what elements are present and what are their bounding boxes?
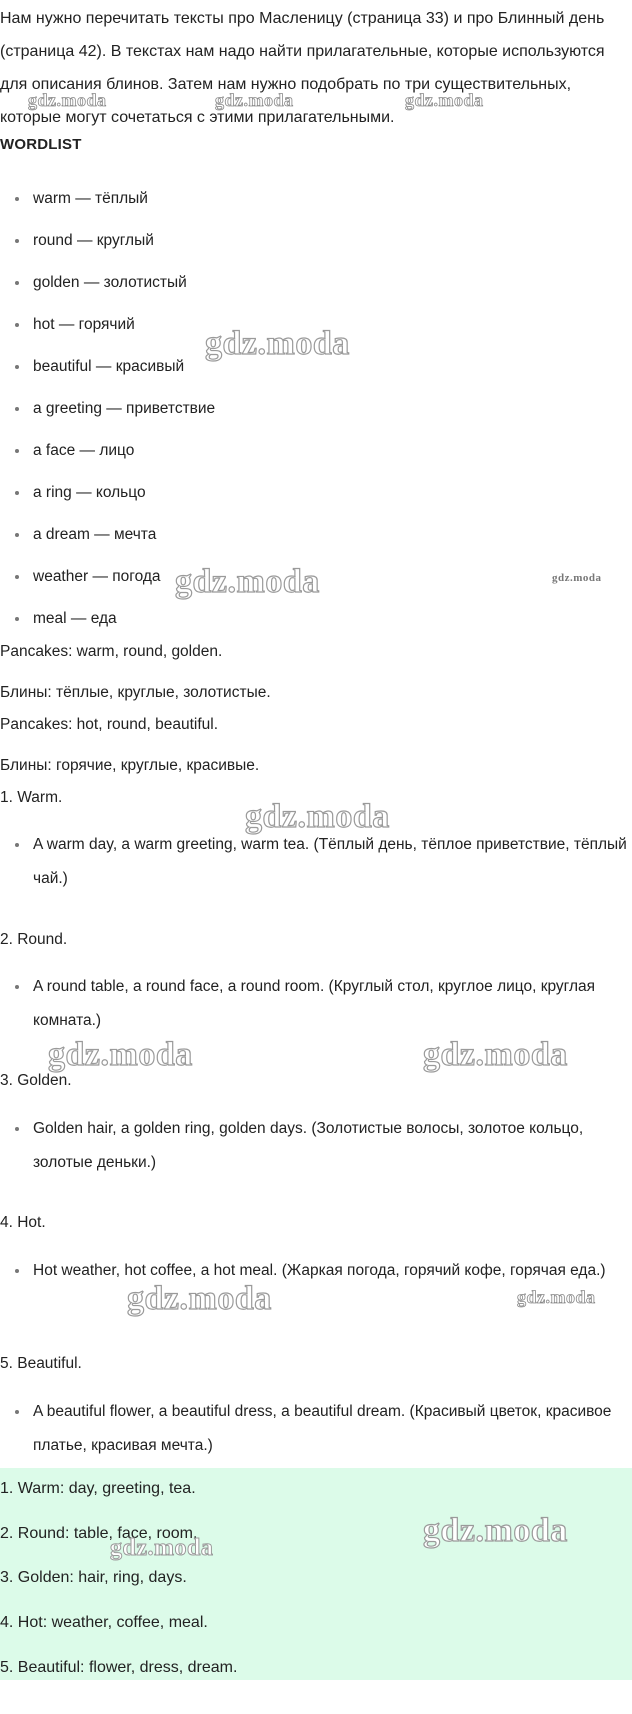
summary-row: 3. Golden: hair, ring, days.	[0, 1569, 187, 1586]
watermark: gdz.moda	[48, 1036, 193, 1073]
watermark: gdz.moda	[552, 572, 602, 584]
section-heading: 5. Beautiful.	[0, 1355, 82, 1372]
section-heading: 1. Warm.	[0, 789, 63, 806]
watermark: gdz.moda	[423, 1512, 568, 1549]
watermark: gdz.moda	[110, 1535, 214, 1561]
watermark: gdz.moda	[215, 90, 294, 110]
watermark: gdz.moda	[175, 563, 320, 600]
wordlist-item: hot — горячий	[0, 308, 632, 350]
wordlist-item: a ring — кольцо	[0, 476, 632, 518]
section-example: Golden hair, a golden ring, golden days. (Золотистые волосы, золотое кольцо, золотые деньки.)	[33, 1112, 631, 1180]
section-example: A round table, a round face, a round room. (Круглый стол, круглое лицо, круглая комната.)	[33, 970, 631, 1038]
summary-row: 2. Round: table, face, room.	[0, 1525, 198, 1542]
watermark: gdz.moda	[205, 325, 350, 362]
wordlist-item: weather — погода	[0, 560, 632, 602]
summary-block	[0, 1468, 632, 1680]
wordlist-item: a dream — мечта	[0, 518, 632, 560]
summary-row: 1. Warm: day, greeting, tea.	[0, 1480, 196, 1497]
summary-row: 4. Hot: weather, coffee, meal.	[0, 1614, 208, 1631]
pancakes-line-1: Pancakes: warm, round, golden.	[0, 643, 223, 660]
section-example: A beautiful flower, a beautiful dress, a beautiful dream. (Красивый цветок, красивое платье, красивая мечта.)	[33, 1395, 631, 1463]
wordlist-heading: WORDLIST	[0, 136, 82, 153]
section-heading: 4. Hot.	[0, 1214, 46, 1231]
bliny-line-1: Блины: тёплые, круглые, золотистые.	[0, 684, 271, 701]
wordlist-item: golden — золотистый	[0, 266, 632, 308]
watermark: gdz.moda	[405, 90, 484, 110]
section-heading: 3. Golden.	[0, 1072, 72, 1089]
wordlist	[0, 182, 632, 644]
pancakes-line-2: Pancakes: hot, round, beautiful.	[0, 716, 219, 733]
wordlist-item: a face — лицо	[0, 434, 632, 476]
section-example: A warm day, a warm greeting, warm tea. (Тёплый день, тёплое приветствие, тёплый чай.)	[33, 828, 631, 896]
wordlist-item: round — круглый	[0, 224, 632, 266]
wordlist-item: a greeting — приветствие	[0, 392, 632, 434]
watermark: gdz.moda	[127, 1280, 272, 1317]
bliny-line-2: Блины: горячие, круглые, красивые.	[0, 757, 260, 774]
watermark: gdz.moda	[517, 1287, 596, 1307]
watermark: gdz.moda	[423, 1036, 568, 1073]
wordlist-item: warm — тёплый	[0, 182, 632, 224]
section-example: Hot weather, hot coffee, a hot meal. (Жаркая погода, горячий кофе, горячая еда.)	[33, 1254, 631, 1288]
watermark: gdz.moda	[245, 798, 390, 835]
wordlist-item: beautiful — красивый	[0, 350, 632, 392]
summary-row: 5. Beautiful: flower, dress, dream.	[0, 1659, 238, 1676]
intro-paragraph: Нам нужно перечитать тексты про Масленицу (страница 33) и про Блинный день (страница 42). В текстах нам надо найти прилагательные, которые используются для описания блинов. Затем нам нужно подобрать по три существительных, которые могут сочетаться с этими прилагательными.	[0, 10, 605, 126]
wordlist-item: meal — еда	[0, 602, 632, 644]
watermark: gdz.moda	[28, 90, 107, 110]
section-heading: 2. Round.	[0, 931, 68, 948]
